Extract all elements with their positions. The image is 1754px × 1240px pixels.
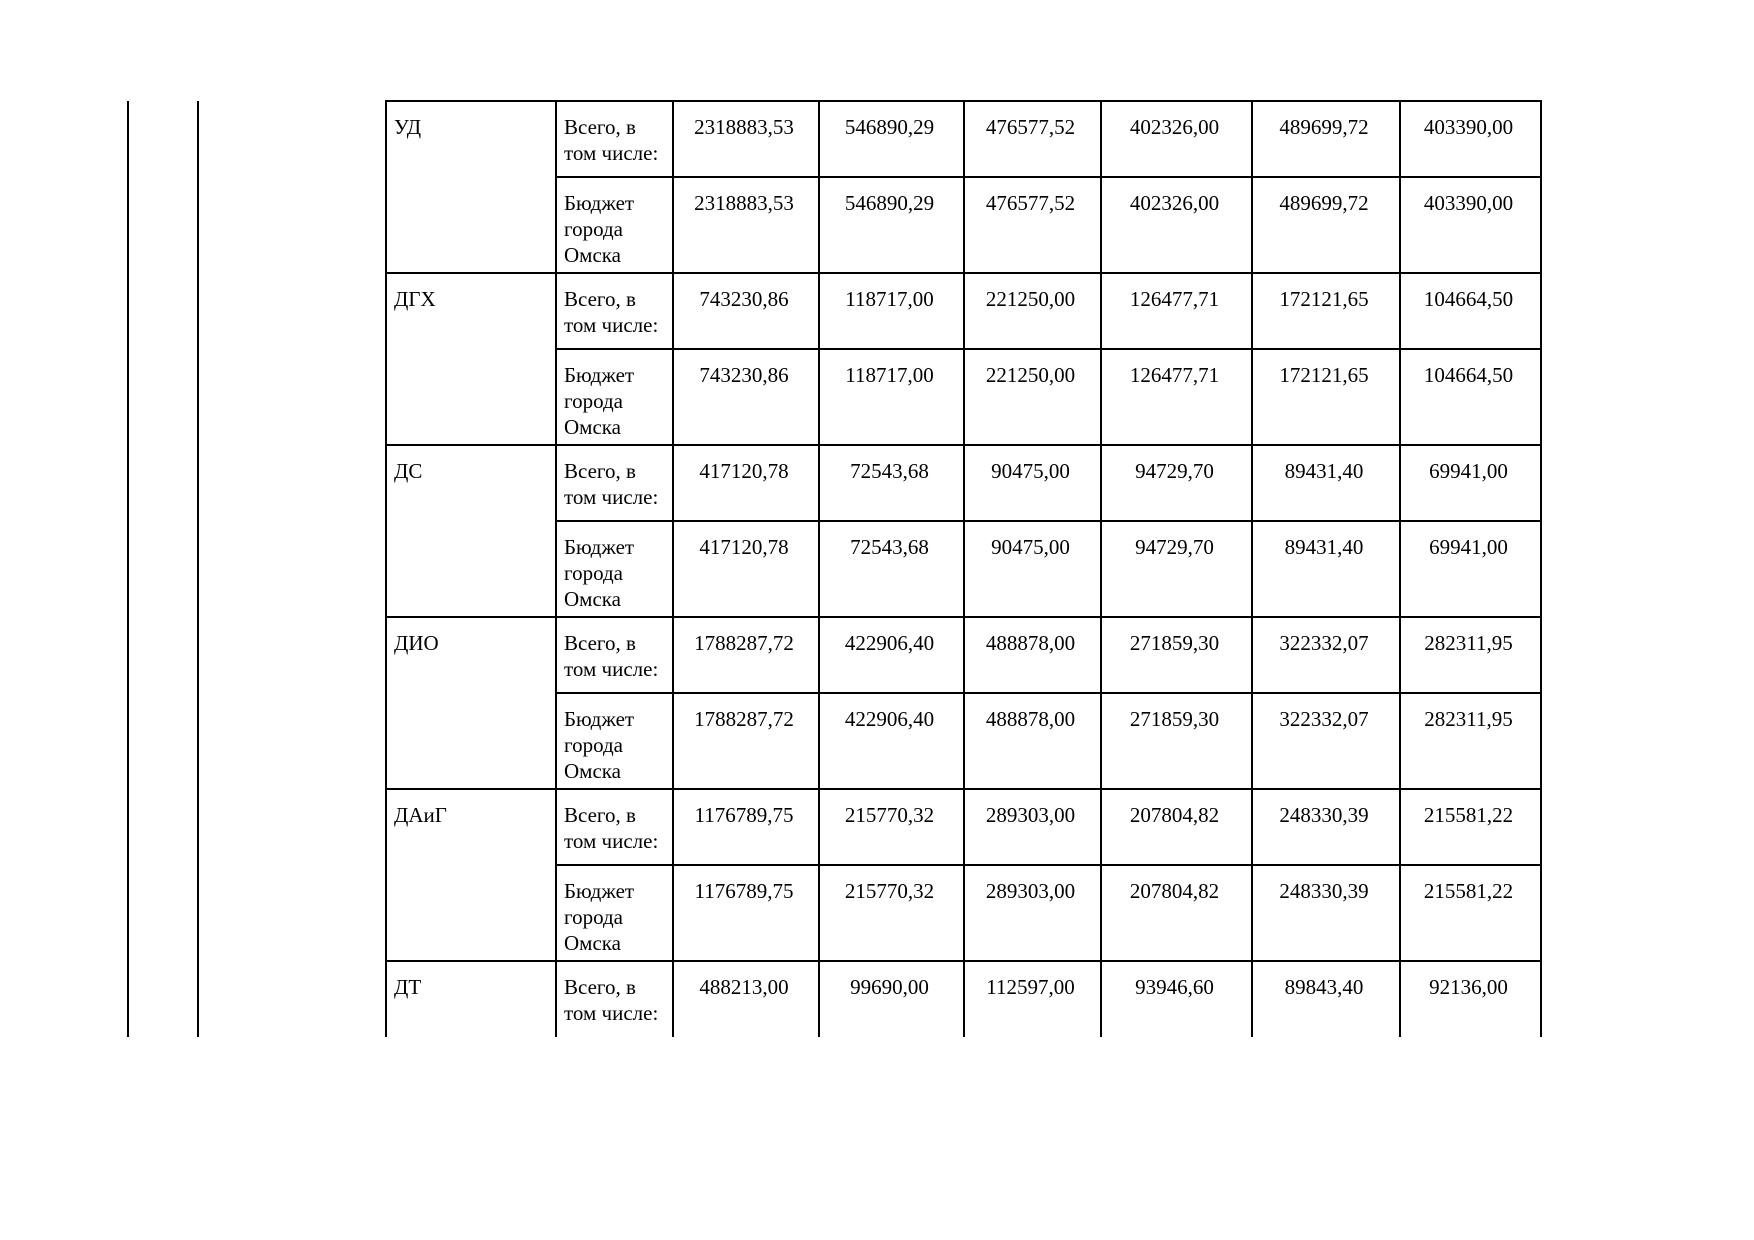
value-cell: 417120,78: [673, 521, 819, 617]
value-cell: 93946,60: [1101, 961, 1252, 1037]
value-cell: 402326,00: [1101, 101, 1252, 177]
value-cell: 94729,70: [1101, 445, 1252, 521]
row-label-cell: Всего, в том числе:: [556, 273, 673, 349]
page-margin-column-1: [128, 101, 198, 1037]
value-cell: 422906,40: [819, 693, 964, 789]
value-cell: 488213,00: [673, 961, 819, 1037]
value-cell: 289303,00: [964, 865, 1101, 961]
department-cell: ДГХ: [386, 273, 556, 445]
department-cell: ДТ: [386, 961, 556, 1037]
row-label-cell: Всего, в том числе:: [556, 617, 673, 693]
value-cell: 488878,00: [964, 617, 1101, 693]
row-label-cell: Бюджет города Омска: [556, 349, 673, 445]
value-cell: 476577,52: [964, 177, 1101, 273]
value-cell: 282311,95: [1400, 617, 1541, 693]
value-cell: 69941,00: [1400, 445, 1541, 521]
value-cell: 322332,07: [1252, 617, 1400, 693]
department-cell: ДАиГ: [386, 789, 556, 961]
value-cell: 489699,72: [1252, 101, 1400, 177]
row-label-cell: Бюджет города Омска: [556, 521, 673, 617]
value-cell: 215581,22: [1400, 789, 1541, 865]
value-cell: 89843,40: [1252, 961, 1400, 1037]
value-cell: 271859,30: [1101, 617, 1252, 693]
row-label-cell: Бюджет города Омска: [556, 865, 673, 961]
value-cell: 271859,30: [1101, 693, 1252, 789]
page-margin-column-2: [198, 101, 386, 1037]
value-cell: 322332,07: [1252, 693, 1400, 789]
value-cell: 403390,00: [1400, 177, 1541, 273]
value-cell: 172121,65: [1252, 349, 1400, 445]
value-cell: 422906,40: [819, 617, 964, 693]
value-cell: 2318883,53: [673, 101, 819, 177]
value-cell: 89431,40: [1252, 445, 1400, 521]
row-label-cell: Всего, в том числе:: [556, 101, 673, 177]
value-cell: 99690,00: [819, 961, 964, 1037]
value-cell: 126477,71: [1101, 273, 1252, 349]
row-label-cell: Всего, в том числе:: [556, 961, 673, 1037]
value-cell: 1176789,75: [673, 789, 819, 865]
value-cell: 215581,22: [1400, 865, 1541, 961]
row-label-cell: Всего, в том числе:: [556, 445, 673, 521]
value-cell: 546890,29: [819, 101, 964, 177]
value-cell: 476577,52: [964, 101, 1101, 177]
value-cell: 248330,39: [1252, 865, 1400, 961]
value-cell: 118717,00: [819, 349, 964, 445]
value-cell: 221250,00: [964, 349, 1101, 445]
value-cell: 126477,71: [1101, 349, 1252, 445]
value-cell: 94729,70: [1101, 521, 1252, 617]
value-cell: 172121,65: [1252, 273, 1400, 349]
value-cell: 207804,82: [1101, 865, 1252, 961]
value-cell: 207804,82: [1101, 789, 1252, 865]
value-cell: 72543,68: [819, 445, 964, 521]
value-cell: 90475,00: [964, 445, 1101, 521]
value-cell: 1788287,72: [673, 693, 819, 789]
value-cell: 402326,00: [1101, 177, 1252, 273]
value-cell: 1176789,75: [673, 865, 819, 961]
value-cell: 488878,00: [964, 693, 1101, 789]
value-cell: 112597,00: [964, 961, 1101, 1037]
value-cell: 1788287,72: [673, 617, 819, 693]
row-label-cell: Бюджет города Омска: [556, 693, 673, 789]
budget-table-body: [128, 101, 1541, 1037]
value-cell: 118717,00: [819, 273, 964, 349]
department-cell: ДС: [386, 445, 556, 617]
value-cell: 743230,86: [673, 273, 819, 349]
value-cell: 90475,00: [964, 521, 1101, 617]
value-cell: 104664,50: [1400, 273, 1541, 349]
value-cell: 417120,78: [673, 445, 819, 521]
value-cell: 215770,32: [819, 789, 964, 865]
department-cell: ДИО: [386, 617, 556, 789]
department-cell: УД: [386, 101, 556, 273]
value-cell: 92136,00: [1400, 961, 1541, 1037]
budget-table: [127, 100, 1542, 1037]
value-cell: 72543,68: [819, 521, 964, 617]
row-label-cell: Бюджет города Омска: [556, 177, 673, 273]
value-cell: 282311,95: [1400, 693, 1541, 789]
value-cell: 215770,32: [819, 865, 964, 961]
value-cell: 403390,00: [1400, 101, 1541, 177]
row-label-cell: Всего, в том числе:: [556, 789, 673, 865]
value-cell: 69941,00: [1400, 521, 1541, 617]
table-row: [128, 101, 1541, 177]
value-cell: 289303,00: [964, 789, 1101, 865]
value-cell: 248330,39: [1252, 789, 1400, 865]
value-cell: 743230,86: [673, 349, 819, 445]
value-cell: 546890,29: [819, 177, 964, 273]
value-cell: 89431,40: [1252, 521, 1400, 617]
value-cell: 2318883,53: [673, 177, 819, 273]
value-cell: 221250,00: [964, 273, 1101, 349]
value-cell: 104664,50: [1400, 349, 1541, 445]
value-cell: 489699,72: [1252, 177, 1400, 273]
